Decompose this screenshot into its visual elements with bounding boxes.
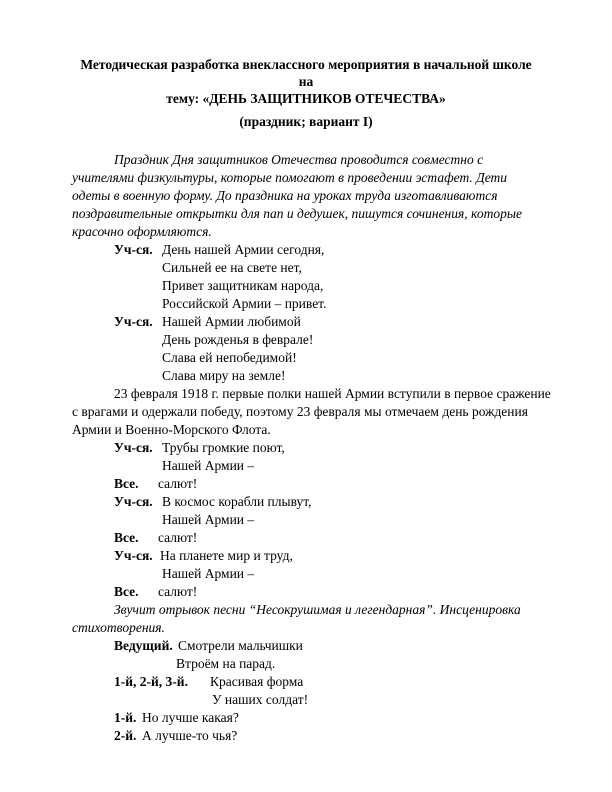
verse2-line-3: Слава ей непобедимой! — [162, 350, 297, 365]
call3-speaker: Уч-ся. — [114, 548, 153, 563]
call3-line-2: Нашей Армии – — [162, 566, 255, 581]
stage-line-2: стихотворения. — [72, 620, 165, 635]
intro-line-5: красочно оформляются. — [72, 224, 212, 239]
title-line-2: тему: «ДЕНЬ ЗАЩИТНИКОВ ОТЕЧЕСТВА» — [166, 91, 446, 106]
call2-all: Все. — [114, 530, 139, 545]
call3-reply: салют! — [158, 584, 198, 599]
verse1-line-1: День нашей Армии сегодня, — [162, 242, 325, 257]
intro-line-3: одеты в военную форму. До праздника на уроках труда изготавливаются — [72, 188, 498, 203]
trio-line-1: Красивая форма — [210, 674, 304, 689]
intro-line-2: учителями физкультуры, которые помогают в проведении эстафет. Дети — [72, 170, 508, 185]
call1-line-1: Трубы громкие поют, — [162, 440, 285, 455]
trio-line-2: У наших солдат! — [212, 692, 309, 707]
call1-line-2: Нашей Армии – — [162, 458, 255, 473]
intro-line-4: поздравительные открытки для пап и дедушек, пишутся сочинения, которые — [72, 206, 522, 221]
verse2-line-2: День рожденья в феврале! — [162, 332, 314, 347]
verse1-line-4: Российской Армии – привет. — [162, 296, 327, 311]
call1-speaker: Уч-ся. — [114, 440, 153, 455]
document-title — [72, 56, 540, 107]
history-line-2: с врагами и одержали победу, поэтому 23 февраля мы отмечаем день рождения — [72, 404, 528, 419]
call1-all: Все. — [114, 476, 139, 491]
call2-reply: салют! — [158, 530, 198, 545]
verse2-line-4: Слава миру на земле! — [162, 368, 286, 383]
call3-all: Все. — [114, 584, 139, 599]
verse2-speaker: Уч-ся. — [114, 314, 153, 329]
call1-reply: салют! — [158, 476, 198, 491]
first-speaker: 1-й. — [114, 710, 137, 725]
call2-line-1: В космос корабли плывут, — [162, 494, 312, 509]
history-line-1: 23 февраля 1918 г. первые полки нашей Армии вступили в первое сражение — [114, 386, 551, 401]
title-line-1: Методическая разработка внеклассного мероприятия в начальной школе на — [80, 57, 532, 89]
stage-line-1: Звучит отрывок песни “Несокрушимая и легендарная”. Инсценировка — [114, 602, 521, 617]
document-subtitle: (праздник; вариант I) — [239, 114, 373, 129]
verse1-line-2: Сильней ее на свете нет, — [162, 260, 302, 275]
first-line: Но лучше какая? — [142, 710, 239, 725]
call2-speaker: Уч-ся. — [114, 494, 153, 509]
host-line-2: Втроём на парад. — [176, 656, 276, 671]
verse1-line-3: Привет защитникам народа, — [162, 278, 324, 293]
host-line-1: Смотрели мальчишки — [178, 638, 303, 653]
intro-line-1: Праздник Дня защитников Отечества проводится совместно с — [114, 152, 484, 167]
trio-speaker: 1-й, 2-й, 3-й. — [114, 674, 188, 689]
verse2-line-1: Нашей Армии любимой — [162, 314, 301, 329]
history-line-3: Армии и Военно-Морского Флота. — [72, 422, 271, 437]
host-speaker: Ведущий. — [114, 638, 173, 653]
second-line: А лучше-то чья? — [142, 728, 238, 743]
call2-line-2: Нашей Армии – — [162, 512, 255, 527]
verse1-speaker: Уч-ся. — [114, 242, 153, 257]
call3-line-1: На планете мир и труд, — [160, 548, 293, 563]
second-speaker: 2-й. — [114, 728, 137, 743]
